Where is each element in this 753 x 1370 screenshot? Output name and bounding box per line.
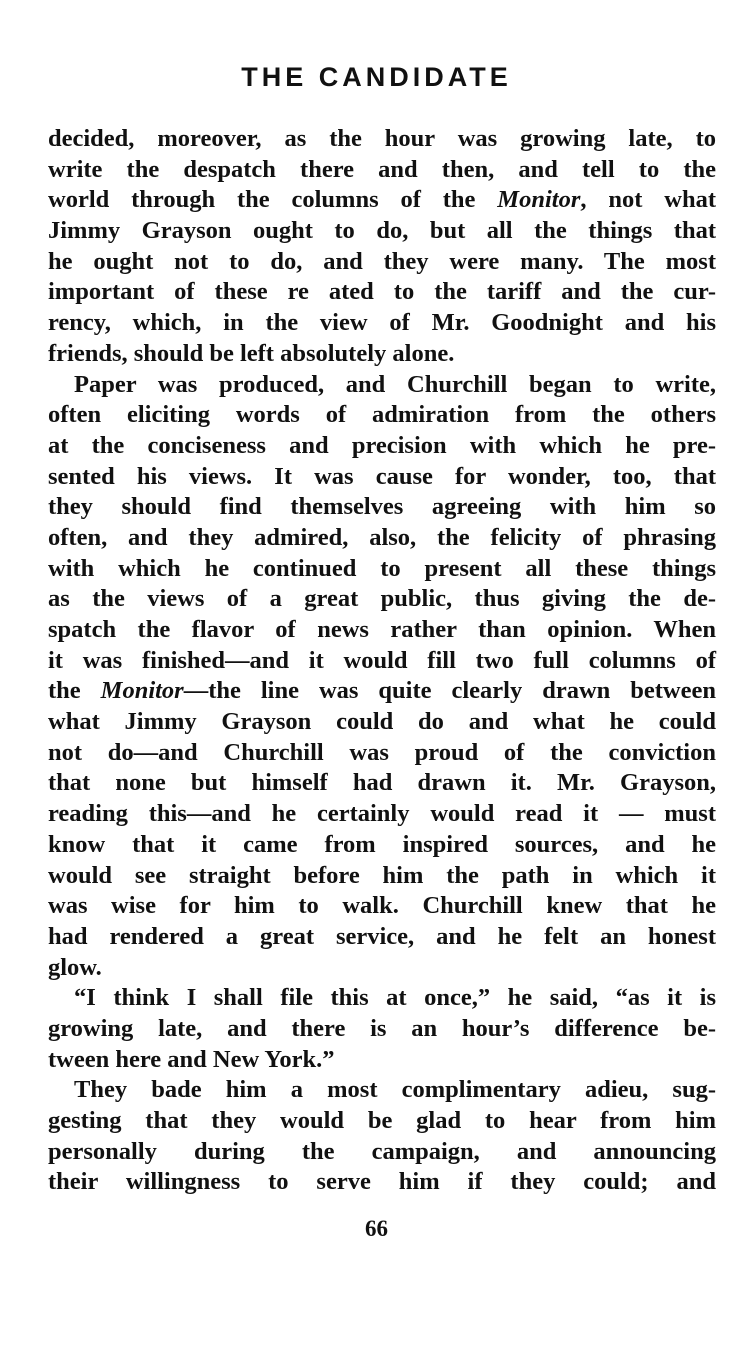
text-line: write the despatch there and then, and tell to the (48, 155, 716, 183)
text-line: as the views of a great public, thus giving the de- (48, 585, 716, 613)
text-line: what Jimmy Grayson could do and what he could (48, 708, 716, 736)
text-line: world through the columns of the Monitor, not what (48, 186, 716, 214)
text-line: important of these re ated to the tariff and the cur- (48, 278, 716, 306)
text-line: often eliciting words of admiration from the others (48, 401, 716, 429)
text-line: it was finished—and it would fill two full columns of (48, 646, 716, 674)
text-line: sented his views. It was cause for wonder, too, that (48, 462, 716, 490)
body-text (48, 124, 716, 1198)
text-line: Jimmy Grayson ought to do, but all the things that (48, 217, 716, 245)
text-line: growing late, and there is an hour’s difference be- (48, 1014, 716, 1042)
text-line: decided, moreover, as the hour was growing late, to (48, 125, 716, 152)
text-line: rency, which, in the view of Mr. Goodnight and his (48, 309, 716, 337)
text-line: gesting that they would be glad to hear from him (48, 1107, 716, 1134)
text-line: they should find themselves agreeing with him so (48, 493, 716, 521)
text-line: know that it came from inspired sources, and he (48, 830, 716, 858)
running-head: THE CANDIDATE (241, 62, 512, 92)
italic-title: Monitor (497, 186, 581, 214)
text-line: their willingness to serve him if they could; and (48, 1168, 716, 1196)
text-line: reading this—and he certainly would read it — must (48, 800, 716, 828)
italic-title: Monitor (100, 677, 184, 705)
text-line: the Monitor—the line was quite clearly drawn between (48, 677, 716, 705)
text-line: was wise for him to walk. Churchill knew that he (48, 892, 716, 920)
text-line: he ought not to do, and they were many. The most (48, 247, 716, 275)
text-line: with which he continued to present all these things (48, 554, 716, 582)
page-number: 66 (365, 1216, 388, 1241)
text-line: not do—and Churchill was proud of the conviction (48, 738, 716, 766)
text-line: tween here and New York.” (48, 1045, 335, 1073)
text-line: had rendered a great service, and he felt an honest (48, 922, 716, 950)
text-line: friends, should be left absolutely alone. (48, 339, 455, 367)
text-line: at the conciseness and precision with which he pre- (48, 431, 716, 459)
text-line: They bade him a most complimentary adieu, sug- (74, 1076, 716, 1104)
text-line: often, and they admired, also, the felicity of phrasing (48, 523, 716, 551)
text-line: personally during the campaign, and announcing (48, 1137, 716, 1165)
text-line: Paper was produced, and Churchill began to write, (74, 370, 716, 398)
text-line: “I think I shall file this at once,” he said, “as it is (74, 984, 716, 1012)
text-line: would see straight before him the path in which it (48, 861, 716, 889)
text-line: glow. (48, 953, 102, 981)
text-line: that none but himself had drawn it. Mr. Grayson, (48, 769, 716, 797)
text-line: spatch the flavor of news rather than opinion. When (48, 616, 716, 643)
